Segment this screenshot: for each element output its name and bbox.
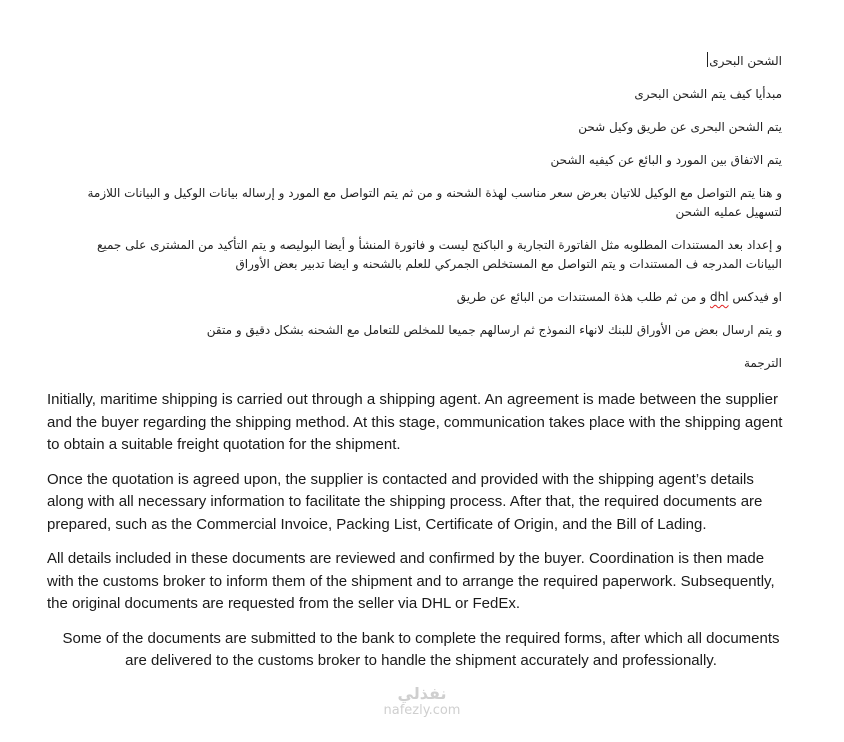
english-paragraph: Some of the documents are submitted to the bank to complete the required forms, after which all documents are delivered to the customs broker to handle the shipment accurately and professionally. — [62, 629, 780, 669]
translation-label: الترجمة — [743, 356, 782, 370]
arabic-line: و يتم ارسال بعض من الأوراق للبنك لانهاء النموذج ثم ارسالهم جميعا للمخلص للتعامل مع الشحنه بشكل دقيق و متقن — [206, 323, 782, 337]
english-paragraph: Initially, maritime shipping is carried out through a shipping agent. An agreement is made between the supplier and the buyer regarding the shipping method. At this stage, communication takes place with the shipping agent to obtain a suitable freight quotation for the shipment. — [47, 391, 783, 453]
misspelled-word[interactable]: dhl — [710, 290, 729, 304]
arabic-heading[interactable] — [60, 52, 782, 71]
arabic-line: مبدأيا كيف يتم الشحن البحرى — [634, 87, 782, 101]
arabic-paragraph: و هنا يتم التواصل مع الوكيل للاتيان بعرض سعر مناسب لهذة الشحنه و من ثم يتم التواصل مع المورد و إرساله بيانات الوكيل و البيانات اللازمة لتسهيل عمليه الشحن — [87, 186, 782, 219]
watermark — [357, 685, 487, 719]
english-paragraph: Once the quotation is agreed upon, the supplier is contacted and provided with the shipping agent’s details along with all necessary information to facilitate the shipping process. After that, the required documents are prepared, such as the Commercial Invoice, Packing List, Certificate of Origin, and the Bill of Lading. — [47, 470, 763, 533]
arabic-dhl-line — [60, 288, 782, 307]
arabic-section — [60, 52, 782, 373]
arabic-line: يتم الشحن البحرى عن طريق وكيل شحن — [578, 120, 782, 134]
arabic-heading-text: الشحن البحرى — [709, 54, 782, 68]
english-section — [47, 389, 787, 673]
arabic-paragraph: و إعداد بعد المستندات المطلوبه مثل الفاتورة التجارية و الباكنج ليست و فاتورة المنشأ و أيضا البوليصه و يتم التأكيد من المشترى على جميع البيانات المدرجه ف المستندات و يتم التواصل مع المستخلص الجمركي للعلم بالشحنه و ايضا تدبير بعض الأوراق — [96, 238, 782, 271]
watermark-arabic: نفذلي — [397, 683, 447, 703]
arabic-line: يتم الاتفاق بين المورد و البائع عن كيفيه الشحن — [550, 153, 782, 167]
arabic-text: و من ثم طلب هذة المستندات من البائع عن طريق — [456, 290, 710, 304]
english-paragraph: All details included in these documents are reviewed and confirmed by the buyer. Coordination is then made with the customs broker to inform them of the shipment and to arrange the required paperwork. Subsequently, the original documents are requested from the seller via DHL or FedEx. — [47, 550, 775, 612]
watermark-latin: nafezly.com — [383, 702, 461, 718]
arabic-text: او فيدكس — [728, 290, 782, 304]
